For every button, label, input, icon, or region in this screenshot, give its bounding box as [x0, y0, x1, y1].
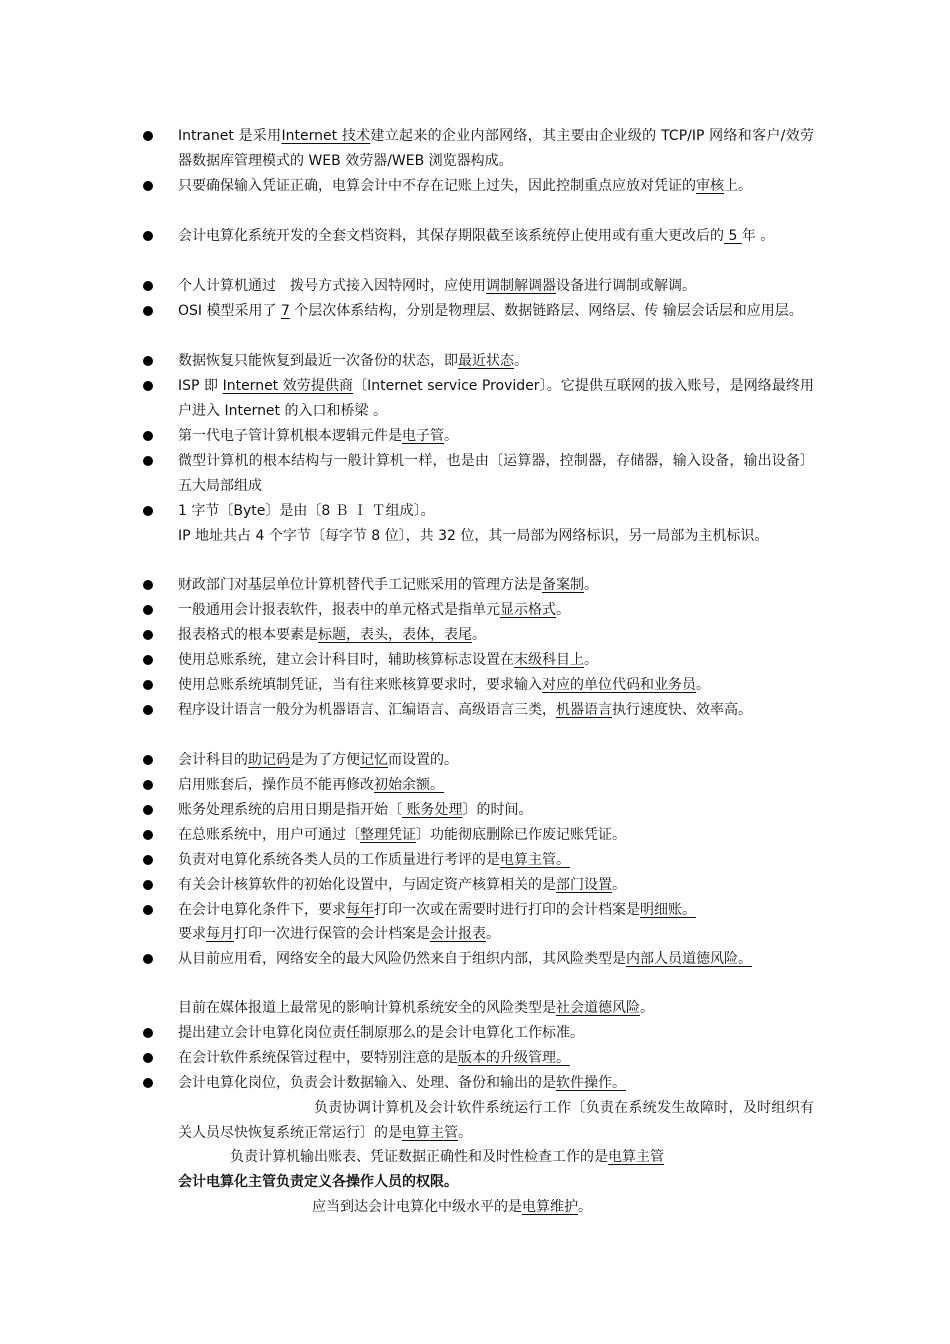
item-text: 一般通用会计报表软件，报表中的单元格式是指单元	[178, 602, 500, 618]
item-answer: 软件操作。	[556, 1075, 626, 1091]
item-text: 设备进行调制或解调。	[556, 278, 696, 294]
bullet-icon	[143, 431, 153, 441]
bullet-icon	[143, 1028, 153, 1038]
list-item	[178, 1195, 814, 1220]
list-item	[178, 299, 814, 324]
bullet-icon	[143, 231, 153, 241]
item-answer: 每年	[346, 902, 374, 918]
item-text: 年 。	[741, 228, 775, 244]
list-item	[178, 598, 814, 623]
item-answer: 每月	[206, 926, 234, 942]
item-text: 。	[556, 602, 570, 618]
item-text: 要求	[178, 926, 206, 942]
bullet-icon	[143, 680, 153, 690]
item-text: 使用总账系统填制凭证，当有往来账核算要求时，要求输入	[178, 677, 542, 693]
item-text: 建立起来的企业内部网络，其主要由企业级的 TCP/IP 网络和客户/效劳器数据库管理模式的 WEB 效劳器/WEB 浏览器构成。	[178, 128, 814, 169]
list-item	[178, 698, 814, 723]
item-text: 上。	[724, 178, 752, 194]
item-answer: 内部人员道德风险。	[626, 951, 752, 967]
item-text: 个层次体系结构，分别是物理层、数据链路层、网络层、传 输层会话层和应用层。	[289, 303, 803, 319]
bullet-icon	[143, 830, 153, 840]
item-text: 〕功能彻底删除已作废记账凭证。	[416, 827, 626, 843]
item-text: 应当到达会计电算化中级水平的是	[312, 1199, 522, 1215]
item-text: 。	[612, 877, 626, 893]
list-item	[178, 224, 814, 249]
bullet-icon	[143, 580, 153, 590]
bullet-icon	[143, 381, 153, 391]
item-text: 。	[472, 627, 486, 643]
item-text: 负责对电算化系统各类人员的工作质量进行考评的是	[178, 852, 500, 868]
bullet-icon	[143, 954, 153, 964]
item-text: OSI 模型采用了	[178, 303, 281, 319]
item-text: 。	[458, 1124, 472, 1141]
item-answer: 助记码	[248, 752, 290, 768]
bullet-icon	[143, 880, 153, 890]
bullet-icon	[143, 506, 153, 516]
item-text: Intranet 是采用	[178, 128, 282, 144]
item-text: 会计电算化主管负责定义各操作人员的权限。	[178, 1174, 458, 1190]
item-text: 1 字节〔Byte〕是由〔8 Ｂ Ｉ Ｔ组成〕。	[178, 503, 435, 519]
bullet-icon	[143, 605, 153, 615]
item-text: 账务处理系统的启用日期是指开始〔	[178, 802, 402, 818]
list-item	[178, 922, 814, 947]
item-answer: 机器语言	[556, 702, 612, 718]
item-answer: 审核	[696, 178, 724, 194]
item-text: 财政部门对基层单位计算机替代手工记账采用的管理方法是	[178, 577, 542, 593]
item-text: 是为了方便	[290, 752, 360, 768]
list-item	[178, 848, 814, 873]
bullet-icon	[143, 630, 153, 640]
item-answer: 最近状态	[458, 353, 514, 369]
item-answer: 电子管	[402, 428, 444, 444]
item-answer: 记忆	[360, 752, 388, 768]
list-item	[178, 873, 814, 898]
bullet-icon	[143, 306, 153, 316]
item-text: 。	[640, 1000, 654, 1016]
item-text: 提出建立会计电算化岗位责任制原那么的是会计电算化工作标准。	[178, 1025, 584, 1041]
item-answer: 电算主管	[608, 1149, 664, 1165]
item-text: 。	[578, 1199, 592, 1215]
bullet-icon	[143, 805, 153, 815]
item-answer: 备案制	[542, 577, 584, 593]
list-item	[178, 124, 814, 173]
item-answer: 7	[280, 303, 290, 319]
bullet-icon	[143, 456, 153, 466]
bullet-icon	[143, 356, 153, 366]
list-item	[178, 1145, 814, 1170]
item-text: 微型计算机的根本结构与一般计算机一样，也是由〔运算器，控制器，存储器，输入设备，输出设备〕五大局部组成	[178, 453, 814, 494]
item-text: 从目前应用看，网络安全的最大风险仍然来自于组织内部，其风险类型是	[178, 951, 626, 967]
item-text: 目前在媒体报道上最常见的影响计算机系统安全的风险类型是	[178, 1000, 556, 1016]
item-answer: 对应的单位代码和业务员	[542, 677, 696, 693]
item-text: 使用总账系统，建立会计科目时，辅助核算标志设置在	[178, 652, 514, 668]
list-item	[178, 174, 814, 199]
item-text: 报表格式的根本要素是	[178, 627, 318, 643]
list-item	[178, 424, 814, 449]
list-item	[178, 499, 814, 524]
list-item	[178, 947, 814, 972]
item-text: 。	[696, 677, 710, 693]
item-answer: 整理凭证	[360, 827, 416, 843]
bullet-icon	[143, 780, 153, 790]
item-answer: 版本的升级管理。	[458, 1050, 570, 1066]
list-item	[178, 648, 814, 673]
item-answer: 调制解调器	[486, 278, 556, 294]
item-text: 只要确保输入凭证正确，电算会计中不存在记账上过失，因此控制重点应放对凭证的	[178, 178, 696, 194]
item-text: 。	[486, 926, 500, 942]
bullet-icon	[143, 655, 153, 665]
item-text: 数据恢复只能恢复到最近一次备份的状态，即	[178, 353, 458, 369]
item-text: 第一代电子管计算机根本逻辑元件是	[178, 428, 402, 444]
item-answer: 初始余额。	[374, 777, 444, 793]
list-item	[178, 274, 814, 299]
item-answer: 电算主管。	[500, 852, 570, 868]
list-item	[178, 349, 814, 374]
list-item	[178, 823, 814, 848]
bullet-icon	[143, 281, 153, 291]
list-item	[178, 1046, 814, 1071]
list-item	[178, 798, 814, 823]
item-answer: 电算维护	[522, 1199, 578, 1215]
item-answer: 电算主管	[402, 1124, 458, 1141]
item-text: 〕的时间。	[462, 802, 533, 818]
item-answer: 标题，表头，表体，表尾	[318, 627, 472, 643]
item-text: 。	[584, 652, 598, 668]
item-answer: 部门设置	[556, 877, 612, 893]
list-item	[178, 773, 814, 798]
list-item	[178, 1021, 814, 1046]
list-item	[178, 449, 814, 498]
item-answer: 社会道德风险	[556, 1000, 640, 1016]
list-item	[178, 573, 814, 598]
bullet-icon	[143, 855, 153, 865]
item-text: 而设置的。	[388, 752, 458, 768]
item-answer: 5	[724, 228, 742, 244]
item-answer: Internet 效劳提供商	[222, 378, 354, 394]
item-answer: 显示格式	[500, 602, 556, 618]
bullet-icon	[143, 905, 153, 915]
bullet-icon	[143, 705, 153, 715]
item-text: 打印一次进行保管的会计档案是	[234, 926, 430, 942]
item-text: IP 地址共占 4 个字节〔每字节 8 位〕，共 32 位，其一局部为网络标识，另一局部为主机标识。	[178, 528, 769, 544]
item-answer: 会计报表	[430, 926, 486, 942]
item-answer: Internet 技术	[281, 128, 371, 144]
bullet-icon	[143, 131, 153, 141]
item-text: 〔Internet service Provider〕。它提供互联网的拔入账号，是网络最终用户进入 Internet 的入口和桥梁 。	[178, 378, 815, 419]
list-item	[178, 898, 814, 923]
item-answer: 明细账。	[640, 902, 696, 918]
item-text: 会计科目的	[178, 752, 248, 768]
item-text: 负责计算机输出账表、凭证数据正确性和及时性检查工作的是	[230, 1149, 608, 1165]
list-item	[178, 673, 814, 698]
item-text: 执行速度快、效率高。	[612, 702, 752, 718]
item-text: 启用账套后，操作员不能再修改	[178, 777, 374, 793]
item-text: 。	[514, 353, 528, 369]
item-text: 负责协调计算机及会计软件系统运行工作〔负责在系统发生故障时，及时组织有关人员尽快恢复系统正常运行〕的是	[178, 1100, 814, 1141]
list-item	[178, 1170, 814, 1195]
item-text: 。	[444, 428, 458, 444]
bullet-icon	[143, 1078, 153, 1088]
bullet-icon	[143, 755, 153, 765]
item-text: 。	[584, 577, 598, 593]
item-text: 打印一次或在需要时进行打印的会计档案是	[374, 902, 640, 918]
item-answer: 末级科目上	[514, 652, 584, 668]
list-item	[178, 623, 814, 648]
item-text: 在总账系统中，用户可通过〔	[178, 827, 360, 843]
item-text: ISP 即	[178, 378, 223, 394]
item-text: 在会计软件系统保管过程中，要特别注意的是	[178, 1050, 458, 1066]
item-text: 程序设计语言一般分为机器语言、汇编语言、高级语言三类，	[178, 702, 556, 718]
list-item	[178, 374, 814, 423]
list-item	[178, 1071, 814, 1096]
list-item	[178, 748, 814, 773]
item-text: 有关会计核算软件的初始化设置中，与固定资产核算相关的是	[178, 877, 556, 893]
list-item	[178, 1096, 814, 1145]
bullet-icon	[143, 181, 153, 191]
item-text: 会计电算化岗位，负责会计数据输入、处理、备份和输出的是	[178, 1075, 556, 1091]
item-answer: 账务处理	[402, 802, 463, 818]
list-item	[178, 524, 814, 549]
item-text: 在会计电算化条件下，要求	[178, 902, 346, 918]
list-item	[178, 996, 814, 1021]
bullet-icon	[143, 1053, 153, 1063]
item-text: 个人计算机通过 拨号方式接入因特网时，应使用	[178, 278, 486, 294]
item-text: 会计电算化系统开发的全套文档资料，其保存期限截至该系统停止使用或有重大更改后的	[178, 228, 724, 244]
